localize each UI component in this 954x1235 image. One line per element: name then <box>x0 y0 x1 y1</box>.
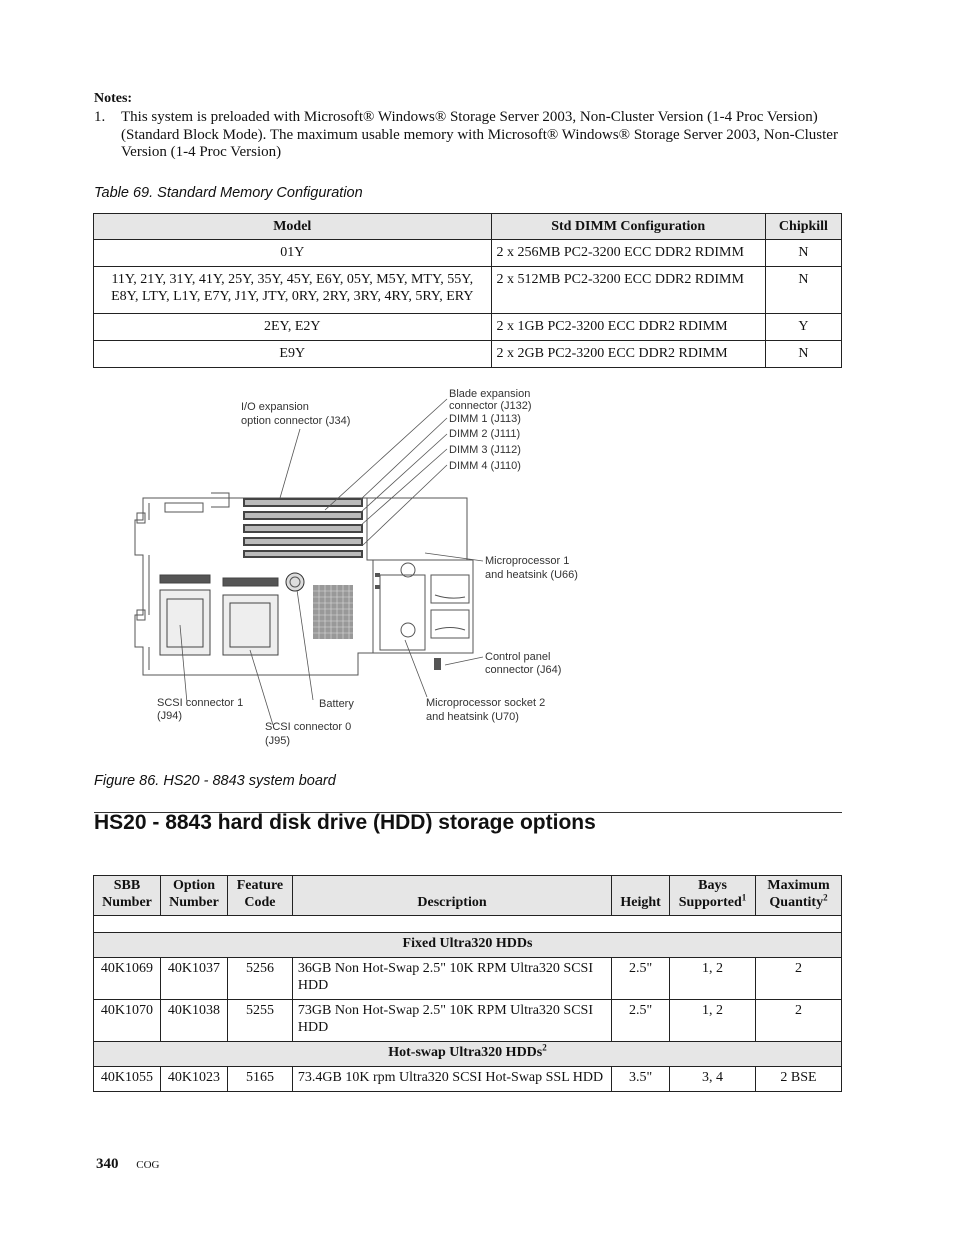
dimm-config-cell: 2 x 1GB PC2-3200 ECC DDR2 RDIMM <box>491 314 765 341</box>
column-header: Description <box>292 876 611 916</box>
bays-cell: 3, 4 <box>670 1067 756 1092</box>
blank-row <box>94 916 842 933</box>
hdd-options-table <box>93 875 842 1092</box>
model-cell: 11Y, 21Y, 31Y, 41Y, 25Y, 35Y, 45Y, E6Y, 05Y, M5Y, MTY, 55Y, E8Y, LTY, L1Y, E7Y, J1Y, JTY, 0RY, 2RY, 3RY, 4RY, 5RY, ERY <box>94 267 492 314</box>
io-expansion-label: option connector (J34) <box>241 415 351 427</box>
document-code: COG <box>136 1159 160 1171</box>
option-number-cell: 40K1023 <box>160 1067 227 1092</box>
note-number: 1. <box>94 109 106 125</box>
scsi-connector0-label: SCSI connector 0 <box>265 721 352 733</box>
height-cell: 2.5" <box>612 1000 670 1042</box>
dimm4-label: DIMM 4 (J110) <box>449 460 521 472</box>
description-cell: 73GB Non Hot-Swap 2.5" 10K RPM Ultra320 SCSI HDD <box>292 1000 611 1042</box>
model-cell: 01Y <box>94 240 492 267</box>
table-row <box>94 341 842 368</box>
dimm-config-cell: 2 x 512MB PC2-3200 ECC DDR2 RDIMM <box>491 267 765 314</box>
column-header: Bays Supported$^1$ <box>670 876 756 916</box>
option-number-cell: 40K1038 <box>160 1000 227 1042</box>
microprocessor-socket2-label: and heatsink (U70) <box>426 711 519 723</box>
model-cell: 2EY, E2Y <box>94 314 492 341</box>
leader-lines <box>180 399 483 725</box>
max-quantity-cell: 2 <box>756 1000 842 1042</box>
dimm2-label: DIMM 2 (J111) <box>449 428 521 440</box>
chipkill-cell: N <box>765 341 841 368</box>
dimm-slots <box>243 498 363 558</box>
chipkill-cell: N <box>765 240 841 267</box>
memory-config-table <box>93 213 842 368</box>
system-board-diagram <box>125 385 595 750</box>
table-row <box>94 240 842 267</box>
column-header: Feature Code <box>227 876 292 916</box>
dimm1-label: DIMM 1 (J113) <box>449 413 521 425</box>
table-header-row <box>94 214 842 240</box>
height-cell: 3.5" <box>612 1067 670 1092</box>
page-footer <box>96 1156 159 1173</box>
group-title: Fixed Ultra320 HDDs <box>94 933 842 958</box>
group-title: Hot-swap Ultra320 HDDs$^2$ <box>94 1042 842 1067</box>
sbb-number-cell: 40K1055 <box>94 1067 161 1092</box>
note-text: This system is preloaded with Microsoft® Windows® Storage Server 2003, Non-Cluster Version (1-4 Proc Version) (Standard Block Mode). The maximum usable memory with Microsoft® Windows® Storage Server 2003, Non-Cluster Version (1-4 Proc Version) <box>121 109 838 160</box>
blade-expansion-connector <box>367 498 473 653</box>
column-header: Chipkill <box>765 214 841 240</box>
scsi-connector1-label: (J94) <box>157 710 183 722</box>
sbb-number-cell: 40K1070 <box>94 1000 161 1042</box>
table-caption: Table 69. Standard Memory Configuration <box>94 185 363 201</box>
blade-expansion-label: Blade expansion <box>449 388 531 400</box>
column-header: Std DIMM Configuration <box>491 214 765 240</box>
table-row <box>94 267 842 314</box>
note-item <box>94 109 846 162</box>
max-quantity-cell: 2 <box>756 958 842 1000</box>
description-cell: 36GB Non Hot-Swap 2.5" 10K RPM Ultra320 SCSI HDD <box>292 958 611 1000</box>
column-header: Model <box>94 214 492 240</box>
microprocessor1-label: Microprocessor 1 <box>485 555 570 567</box>
chipkill-cell: Y <box>765 314 841 341</box>
max-quantity-cell: 2 BSE <box>756 1067 842 1092</box>
table-row <box>94 314 842 341</box>
dimm-config-cell: 2 x 2GB PC2-3200 ECC DDR2 RDIMM <box>491 341 765 368</box>
feature-code-cell: 5256 <box>227 958 292 1000</box>
table-row <box>94 958 842 1000</box>
page-number: 340 <box>96 1156 119 1172</box>
group-header-row <box>94 1042 842 1067</box>
height-cell: 2.5" <box>612 958 670 1000</box>
feature-code-cell: 5255 <box>227 1000 292 1042</box>
control-panel-label: Control panel <box>485 651 551 663</box>
column-header: SBB Number <box>94 876 161 916</box>
bays-cell: 1, 2 <box>670 958 756 1000</box>
group-header-row <box>94 933 842 958</box>
cpu2-socket-marker <box>401 623 415 637</box>
chipset-grid <box>313 585 353 639</box>
dimm-config-cell: 2 x 256MB PC2-3200 ECC DDR2 RDIMM <box>491 240 765 267</box>
feature-code-cell: 5165 <box>227 1067 292 1092</box>
column-header: Option Number <box>160 876 227 916</box>
notes-heading: Notes: <box>94 91 133 106</box>
io-expansion-label: I/O expansion <box>241 401 309 413</box>
column-header: Maximum Quantity$^2$ <box>756 876 842 916</box>
table-row <box>94 1067 842 1092</box>
section-heading: HS20 - 8843 hard disk drive (HDD) storage options <box>94 811 596 834</box>
control-panel-label: connector (J64) <box>485 664 562 676</box>
column-header: Height <box>612 876 670 916</box>
description-cell: 73.4GB 10K rpm Ultra320 SCSI Hot-Swap SSL HDD <box>292 1067 611 1092</box>
scsi-connectors <box>160 575 278 655</box>
figure-caption: Figure 86. HS20 - 8843 system board <box>94 773 336 789</box>
model-cell: E9Y <box>94 341 492 368</box>
microprocessor-socket2-label: Microprocessor socket 2 <box>426 697 546 709</box>
scsi-connector0-label: (J95) <box>265 735 291 747</box>
table-header-row <box>94 876 842 916</box>
microprocessor1-label: and heatsink (U66) <box>485 569 578 581</box>
chipkill-cell: N <box>765 267 841 314</box>
option-number-cell: 40K1037 <box>160 958 227 1000</box>
dimm3-label: DIMM 3 (J112) <box>449 444 521 456</box>
scsi-connector1-label: SCSI connector 1 <box>157 697 244 709</box>
sbb-number-cell: 40K1069 <box>94 958 161 1000</box>
blade-expansion-label: connector (J132) <box>449 400 532 412</box>
battery-icon <box>286 573 304 591</box>
bays-cell: 1, 2 <box>670 1000 756 1042</box>
table-row <box>94 1000 842 1042</box>
battery-label: Battery <box>319 698 354 710</box>
